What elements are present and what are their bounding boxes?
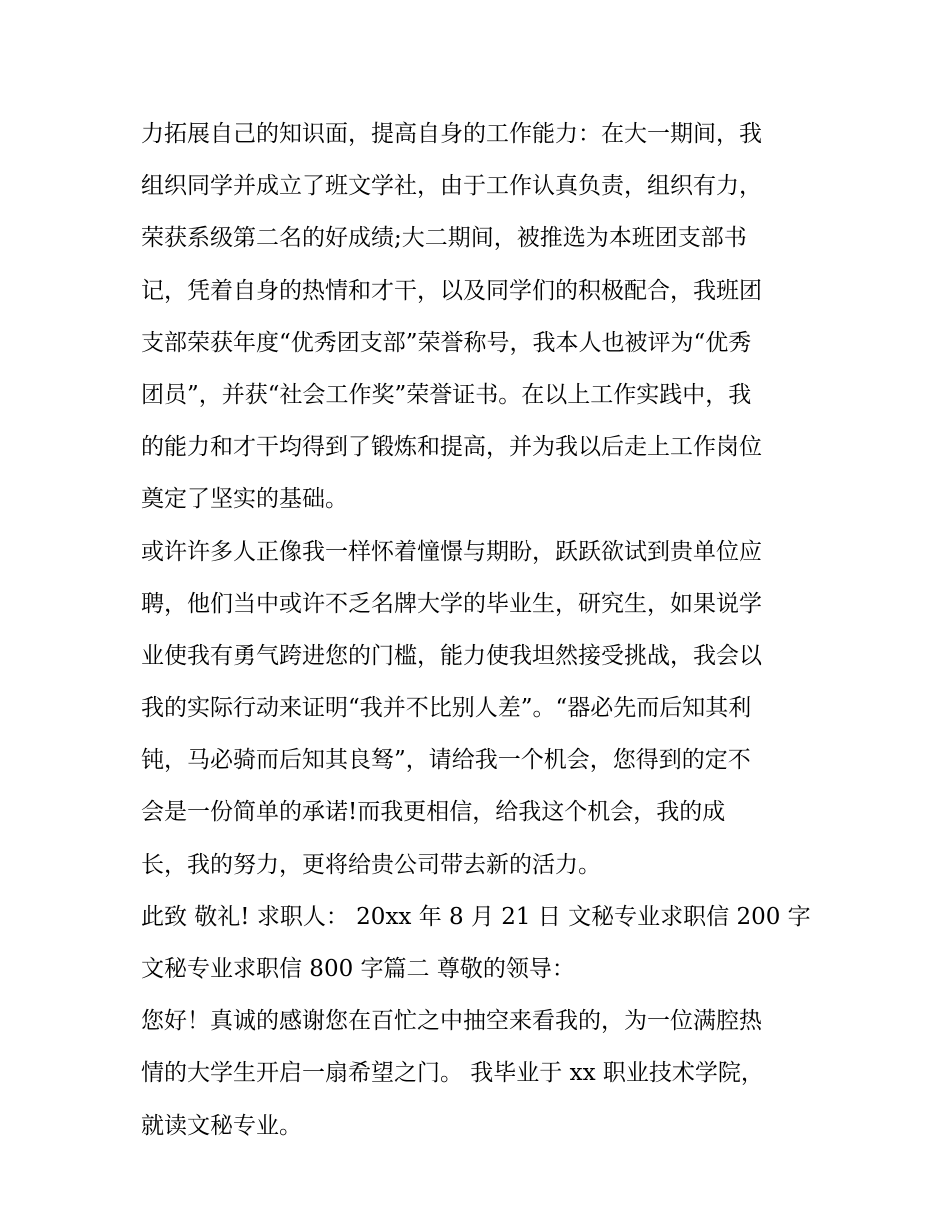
text-line: 荣获系级第二名的好成绩;大二期间，被推选为本班团支部书 (141, 225, 747, 252)
text-line: 力拓展自己的知识面，提高自身的工作能力：在大一期间，我 (141, 121, 762, 147)
body-text (141, 108, 831, 1152)
text-line: 组织同学并成立了班文学社，由于工作认真负责，组织有力， (141, 173, 762, 200)
text-line: 的能力和才干均得到了锻炼和提高，并为我以后走上工作岗位 (141, 434, 762, 461)
text-line: 奠定了坚实的基础。 (141, 486, 348, 513)
text-line: 团员”，并获“社会工作奖”荣誉证书。在以上工作实践中，我 (141, 381, 752, 408)
text-line: 聘，他们当中或许不乏名牌大学的毕业生，研究生，如果说学 (141, 590, 762, 617)
text-line: 此致 敬礼! 求职人： 20xx 年 8 月 21 日 文秘专业求职信 200 字 (141, 903, 811, 930)
text-line: 我的实际行动来证明“我并不比别人差”。“器必先而后知其利 (141, 695, 752, 722)
text-line: 情的大学生开启一扇希望之门。 我毕业于 xx 职业技术学院， (141, 1060, 764, 1087)
text-line: 长，我的努力，更将给贵公司带去新的活力。 (141, 851, 601, 878)
text-line: 钝，马必骑而后知其良驽”，请给我一个机会，您得到的定不 (141, 747, 751, 774)
text-line: 文秘专业求职信 800 字篇二 尊敬的领导： (141, 956, 575, 982)
text-line: 支部荣获年度“优秀团支部”荣誉称号，我本人也被评为“优秀 (141, 329, 752, 356)
text-line: 业使我有勇气跨进您的门槛，能力使我坦然接受挑战，我会以 (141, 642, 762, 669)
text-line: 会是一份简单的承诺!而我更相信，给我这个机会，我的成 (141, 799, 726, 826)
text-line: 或许许多人正像我一样怀着憧憬与期盼，跃跃欲试到贵单位应 (141, 538, 762, 565)
text-line: 记，凭着自身的热情和才干，以及同学们的积极配合，我班团 (141, 277, 762, 304)
text-line: 您好！真诚的感谢您在百忙之中抽空来看我的，为一位满腔热 (141, 1008, 762, 1035)
text-line: 就读文秘专业。 (141, 1112, 302, 1139)
